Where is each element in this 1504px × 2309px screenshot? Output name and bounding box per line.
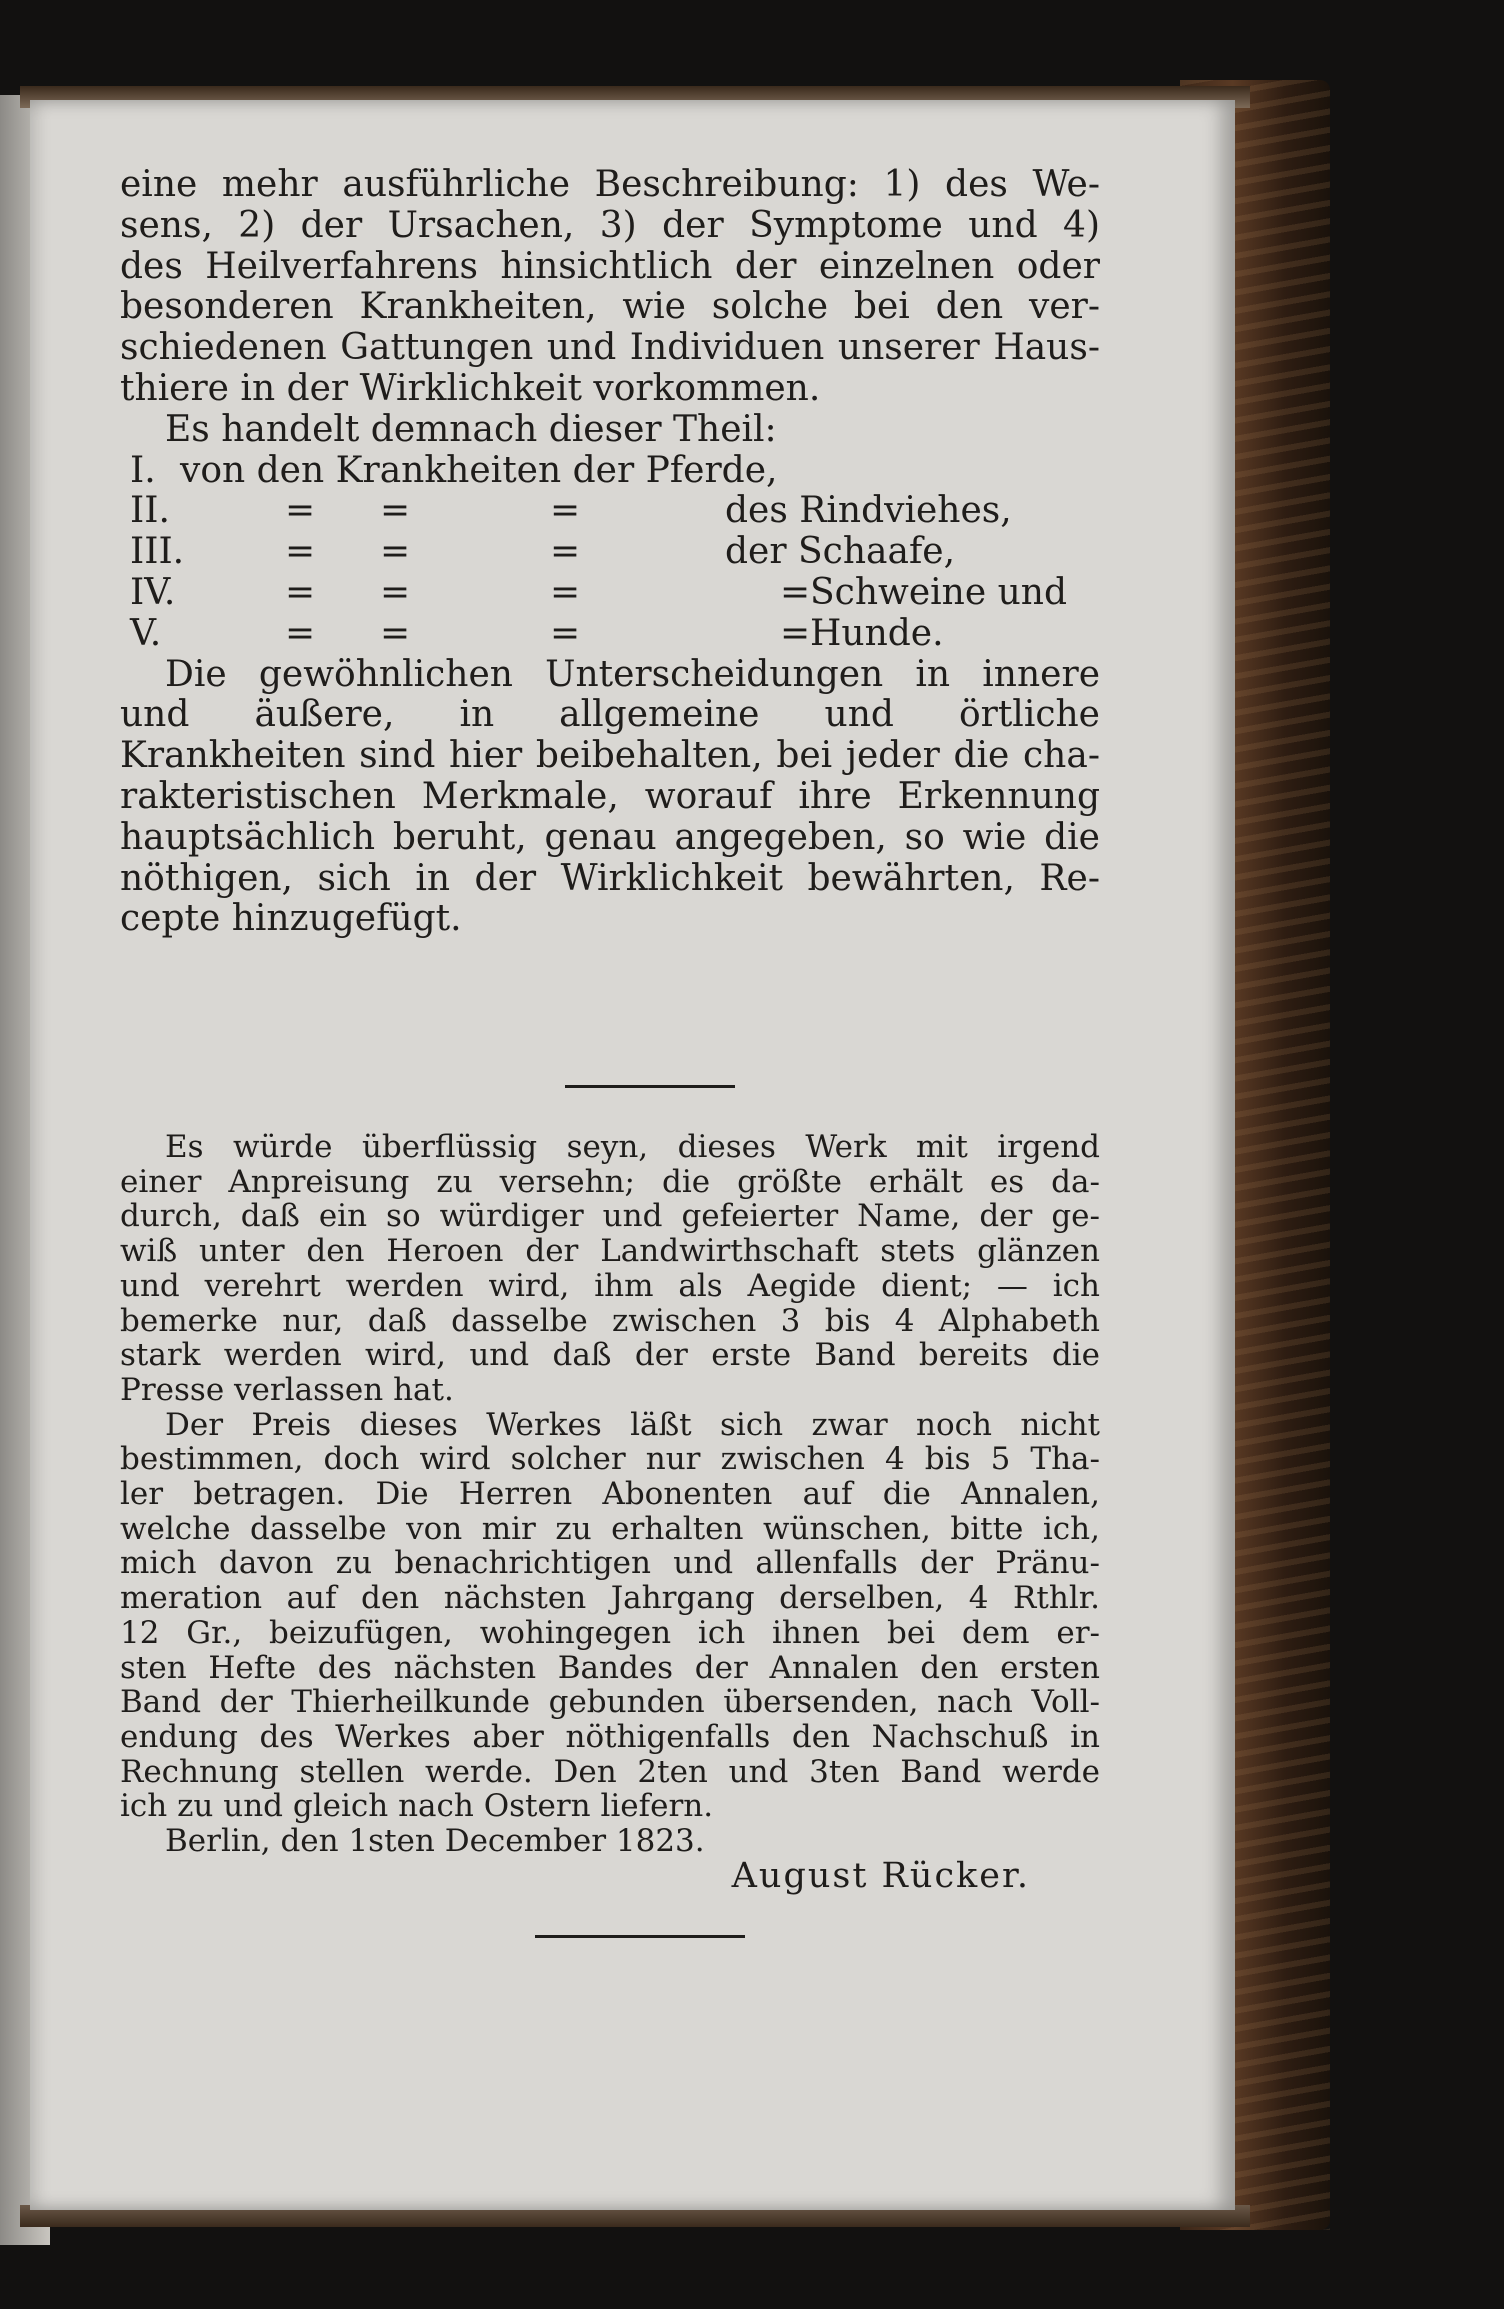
text-line: durch, daß ein so würdiger und gefeierter Name, der ge- — [120, 1198, 1100, 1235]
text-line: ler betragen. Die Herren Abonenten auf die Annalen, — [120, 1476, 1100, 1513]
text-line: stark werden wird, und daß der erste Band bereits die — [120, 1337, 1100, 1374]
paragraph-announcement — [120, 1130, 1100, 1408]
toc-number: II. — [130, 490, 170, 532]
ditto-mark: = — [550, 612, 581, 654]
text-line: rakteristischen Merkmale, worauf ihre Erkennung — [120, 775, 1100, 817]
text-line: besonderen Krankheiten, wie solche bei den ver- — [120, 286, 1100, 328]
text-line: sens, 2) der Ursachen, 3) der Symptome und 4) — [120, 204, 1100, 246]
text-line: bemerke nur, daß dasselbe zwischen 3 bis 4 Alphabeth — [120, 1302, 1100, 1339]
text-line: Rechnung stellen werde. Den 2ten und 3ten Band werde — [120, 1753, 1100, 1790]
text-line: und äußere, in allgemeine und örtliche — [120, 694, 1100, 736]
toc-text: Hunde. — [810, 612, 944, 654]
toc-text: von den Krankheiten der Pferde, — [180, 449, 778, 491]
text-line: Die gewöhnlichen Unterscheidungen in innere — [165, 653, 1100, 695]
ditto-mark: = — [380, 490, 411, 532]
text-line: wiß unter den Heroen der Landwirthschaft stets glänzen — [120, 1233, 1100, 1270]
signature: August Rücker. — [731, 1855, 1030, 1896]
upper-section — [120, 165, 1100, 940]
ditto-mark: = — [780, 571, 811, 613]
ditto-mark: = — [550, 531, 581, 573]
text-line: thiere in der Wirklichkeit vorkommen. — [120, 367, 821, 409]
toc-list — [120, 451, 1100, 655]
text-line: Es würde überflüssig seyn, dieses Werk mit irgend — [165, 1129, 1100, 1165]
text-line: meration auf den nächsten Jahrgang derselben, 4 Rthlr. — [120, 1580, 1100, 1617]
text-line: ich zu und gleich nach Ostern liefern. — [120, 1788, 714, 1825]
lower-section — [120, 1129, 1100, 1896]
toc-number: V. — [130, 612, 162, 654]
text-line: hauptsächlich beruht, genau angegeben, so wie die — [120, 816, 1100, 858]
text-line: einer Anpreisung zu versehn; die größte erhält es da- — [120, 1163, 1100, 1200]
text-line: und verehrt werden wird, ihm als Aegide dient; — ich — [120, 1267, 1100, 1304]
dateline: Berlin, den 1sten December 1823. — [165, 1823, 705, 1860]
ditto-mark: = — [380, 571, 411, 613]
toc-number: III. — [130, 531, 185, 573]
ditto-mark: = — [550, 571, 581, 613]
text-line: Band der Thierheilkunde gebunden übersenden, nach Voll- — [120, 1684, 1100, 1721]
text-line: des Heilverfahrens hinsichtlich der einzelnen oder — [120, 245, 1100, 287]
toc-number: I. — [130, 449, 156, 491]
text-line: cepte hinzugefügt. — [120, 898, 462, 940]
paragraph-price — [120, 1408, 1100, 1824]
text-line: nöthigen, sich in der Wirklichkeit bewährten, Re- — [120, 857, 1100, 899]
ditto-mark: = — [780, 612, 811, 654]
text-line: Der Preis dieses Werkes läßt sich zwar noch nicht — [165, 1406, 1100, 1443]
text-line: Presse verlassen hat. — [120, 1371, 454, 1408]
text-line: 12 Gr., beizufügen, wohingegen ich ihnen bei dem er- — [120, 1614, 1100, 1651]
ditto-mark: = — [285, 531, 316, 573]
toc-row — [120, 532, 1100, 573]
ditto-mark: = — [380, 531, 411, 573]
text-line: Krankheiten sind hier beibehalten, bei jeder die cha- — [120, 735, 1100, 777]
toc-number: IV. — [130, 571, 176, 613]
text-line: endung des Werkes aber nöthigenfalls den Nachschuß in — [120, 1718, 1100, 1755]
ditto-mark: = — [285, 612, 316, 654]
text-line: mich davon zu benachrichtigen und allenfalls der Pränu- — [120, 1545, 1100, 1582]
toc-row — [120, 451, 1100, 492]
text-line: bestimmen, doch wird solcher nur zwischen 4 bis 5 Tha- — [120, 1441, 1100, 1478]
toc-text: der Schaafe, — [725, 531, 956, 573]
paragraph-description — [120, 165, 1100, 410]
toc-text: Schweine und — [810, 571, 1067, 613]
toc-intro: Es handelt demnach dieser Theil: — [165, 408, 777, 450]
toc-row — [120, 573, 1100, 614]
toc-row — [120, 491, 1100, 532]
paragraph-distinctions — [120, 655, 1100, 941]
toc-row — [120, 614, 1100, 655]
ditto-mark: = — [550, 490, 581, 532]
toc-text: des Rindviehes, — [725, 490, 1012, 532]
text-line: sten Hefte des nächsten Bandes der Annalen den ersten — [120, 1649, 1100, 1686]
text-line: schiedenen Gattungen und Individuen unserer Haus- — [120, 327, 1100, 369]
text-line: eine mehr ausführliche Beschreibung: 1) des We- — [120, 164, 1100, 205]
closing-divider — [535, 1935, 745, 1938]
ditto-mark: = — [285, 490, 316, 532]
section-divider — [565, 1085, 735, 1088]
ditto-mark: = — [380, 612, 411, 654]
ditto-mark: = — [285, 571, 316, 613]
text-line: welche dasselbe von mir zu erhalten wünschen, bitte ich, — [120, 1510, 1100, 1547]
